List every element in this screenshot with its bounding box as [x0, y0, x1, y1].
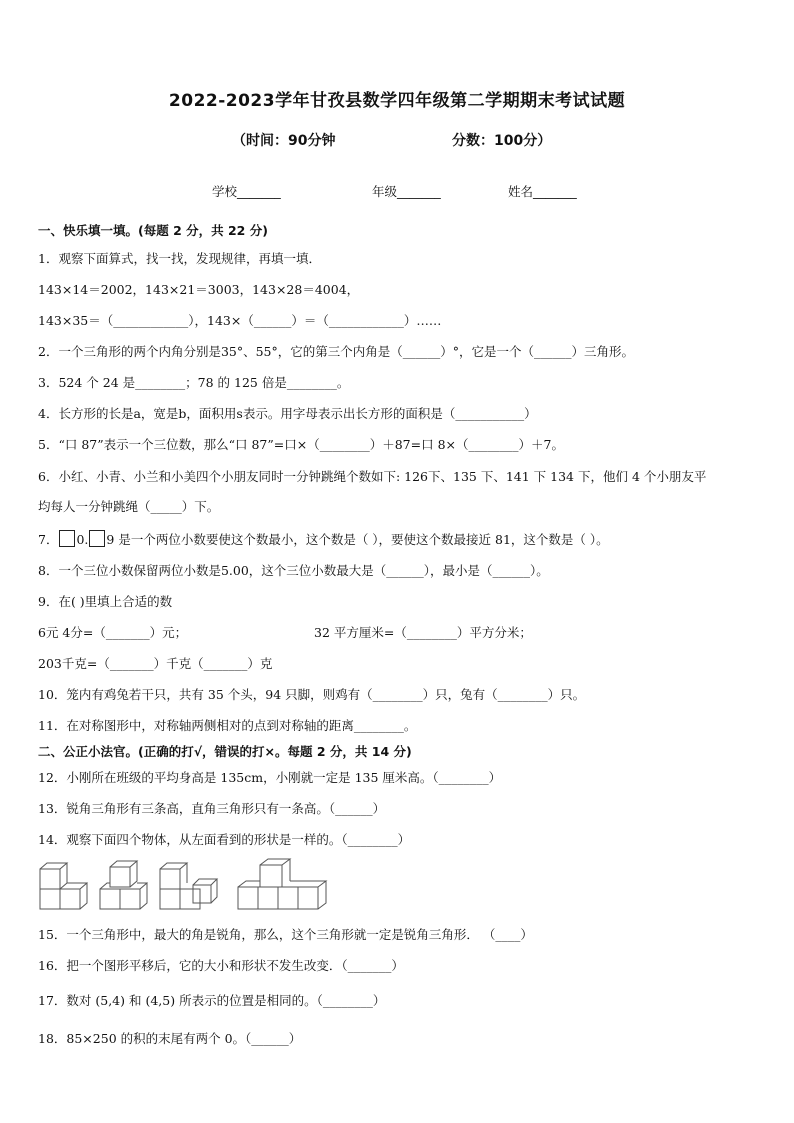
school-field: 学校_______ [212, 184, 281, 199]
question-9: 9．在( )里填上合适的数 [38, 594, 173, 609]
cube-object-1 [40, 863, 87, 909]
exam-meta [0, 130, 794, 150]
question-3: 3．524 个 24 是________；78 的 125 倍是________。 [38, 375, 350, 390]
digit-box [59, 530, 75, 547]
question-9-a: 6元 4分=（_______）元； [38, 625, 188, 640]
section-2-heading: 二、公正小法官。(正确的打√，错误的打×。每题 2 分，共 14 分) [38, 744, 412, 759]
question-9-b: 32 平方厘米=（________）平方分米； [314, 625, 532, 640]
question-2: 2．一个三角形的两个内角分别是35°、55°，它的第三个内角是（______）°，它是一个（______）三角形。 [38, 344, 635, 359]
question-17: 17．数对 (5,4) 和 (4,5) 所表示的位置是相同的。（________） [38, 993, 386, 1008]
cube-figures [38, 855, 328, 915]
question-7-number: 7． [38, 532, 59, 547]
question-1-pattern: 143×14＝2002，143×21＝3003，143×28＝4004， [38, 282, 360, 297]
cube-object-4 [238, 859, 326, 909]
student-fields [0, 182, 794, 202]
cube-object-2 [100, 861, 147, 909]
cube-object-3 [160, 863, 217, 909]
question-14: 14．观察下面四个物体，从左面看到的形状是一样的。（________） [38, 832, 411, 847]
question-10: 10．笼内有鸡兔若干只，共有 35 个头，94 只脚，则鸡有（________）只，兔有（________）只。 [38, 687, 586, 702]
grade-field: 年级_______ [372, 184, 441, 199]
question-13: 13．锐角三角形有三条高，直角三角形只有一条高。（______） [38, 801, 386, 816]
question-7-text: 9 是一个两位小数要使这个数最小，这个数是（ ），要使这个数最接近 81，这个数是（ ）。 [106, 532, 609, 547]
name-field: 姓名_______ [508, 184, 577, 199]
digit-box [89, 530, 105, 547]
exam-title: 2022-2023学年甘孜县数学四年级第二学期期末考试试题 [168, 91, 626, 111]
question-16: 16．把一个图形平移后，它的大小和形状不发生改变．（_______） [38, 958, 404, 973]
question-7-mid: 0. [76, 532, 89, 547]
question-6: 6．小红、小青、小兰和小美四个小朋友同时一分钟跳绳个数如下: 126下、135 下、141 下 134 下，他们 4 个小朋友平 [38, 469, 707, 484]
question-15: 15．一个三角形中，最大的角是锐角，那么，这个三角形就一定是锐角三角形． （____） [38, 927, 533, 942]
question-8: 8．一个三位小数保留两位小数是5.00，这个三位小数最大是（______），最小是（______）。 [38, 563, 549, 578]
question-1-blanks: 143×35＝（____________），143×（______）＝（____________）…… [38, 313, 442, 328]
exam-score: 分数：100分） [452, 133, 552, 149]
question-9-c: 203千克=（_______）千克（_______）克 [38, 656, 273, 671]
question-1: 1．观察下面算式，找一找，发现规律，再填一填． [38, 251, 321, 266]
question-18: 18．85×250 的积的末尾有两个 0。（______） [38, 1031, 302, 1046]
section-1-heading: 一、快乐填一填。(每题 2 分，共 22 分) [38, 223, 268, 238]
question-4: 4．长方形的长是a，宽是b，面积用s表示。用字母表示出长方形的面积是（___________） [38, 406, 537, 421]
question-7 [38, 530, 609, 549]
question-5: 5．“口 87”表示一个三位数，那么“口 87”=口×（________）＋87=口 8×（________）＋7。 [38, 437, 564, 452]
exam-time: （时间：90分钟 [232, 133, 336, 149]
question-12: 12．小刚所在班级的平均身高是 135cm，小刚就一定是 135 厘米高。（________） [38, 770, 502, 785]
question-6-cont: 均每人一分钟跳绳（_____）下。 [38, 499, 220, 514]
question-11: 11．在对称图形中，对称轴两侧相对的点到对称轴的距离________。 [38, 718, 417, 733]
